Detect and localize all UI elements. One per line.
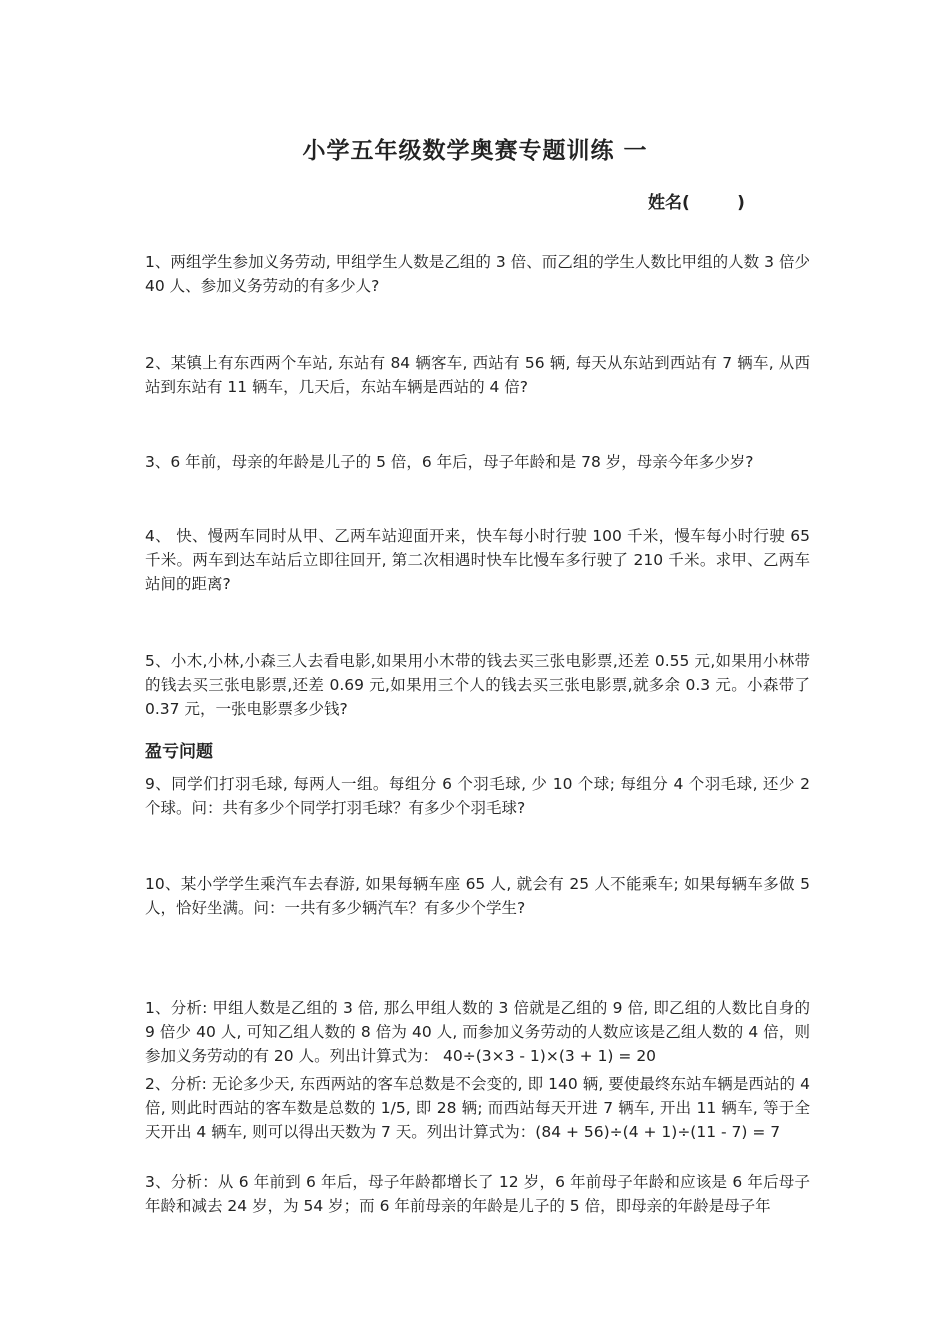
answer-1: 1、分析: 甲组人数是乙组的 3 倍, 那么甲组人数的 3 倍就是乙组的 9 倍, 即乙组的人数比自身的 9 倍少 40 人, 可知乙组人数的 8 倍为 40 人, 而参加义务劳动的人数应该是乙组人数的 4 倍，则参加义务劳动的有 20 人。列出计算式为： 40÷(3×3 - 1)×(3 + 1) = 20 [145, 999, 810, 1065]
answer-2: 2、分析: 无论多少天, 东西两站的客车总数是不会变的, 即 140 辆, 要使最终东站车辆是西站的 4 倍, 则此时西站的客车数是总数的 1/5, 即 28 辆; 而西站每天开进 7 辆车, 开出 11 辆车, 等于全天开出 4 辆车, 则可以得出天数为 7 天。列出计算式为：(84 + 56)÷(4 + 1)÷(11 - 7) = 7 [145, 1075, 810, 1141]
question-3: 3、6 年前，母亲的年龄是儿子的 5 倍，6 年后，母子年龄和是 78 岁，母亲今年多少岁? [145, 453, 754, 471]
question-9: 9、同学们打羽毛球, 每两人一组。每组分 6 个羽毛球, 少 10 个球; 每组分 4 个羽毛球, 还少 2 个球。问：共有多少个同学打羽毛球？有多少个羽毛球? [145, 775, 810, 817]
name-field-label: 姓名( ) [648, 193, 745, 213]
question-5: 5、小木,小林,小森三人去看电影,如果用小木带的钱去买三张电影票,还差 0.55 元,如果用小林带的钱去买三张电影票,还差 0.69 元,如果用三个人的钱去买三张电影票,就多余 0.3 元。小森带了 0.37 元，一张电影票多少钱? [145, 652, 810, 718]
answer-3: 3、分析：从 6 年前到 6 年后，母子年龄都增长了 12 岁，6 年前母子年龄和应该是 6 年后母子年龄和减去 24 岁，为 54 岁；而 6 年前母亲的年龄是儿子的 5 倍，即母亲的年龄是母子年 [145, 1173, 810, 1215]
question-1: 1、两组学生参加义务劳动, 甲组学生人数是乙组的 3 倍、而乙组的学生人数比甲组的人数 3 倍少 40 人、参加义务劳动的有多少人? [145, 253, 810, 295]
section-heading: 盈亏问题 [145, 742, 213, 762]
document-title: 小学五年级数学奥赛专题训练 一 [302, 138, 648, 164]
question-4: 4、 快、慢两车同时从甲、乙两车站迎面开来，快车每小时行驶 100 千米，慢车每小时行驶 65 千米。两车到达车站后立即往回开, 第二次相遇时快车比慢车多行驶了 210 千米。求甲、乙两车站间的距离? [145, 527, 810, 593]
question-10: 10、某小学学生乘汽车去春游, 如果每辆车座 65 人, 就会有 25 人不能乘车; 如果每辆车多做 5 人，恰好坐满。问：一共有多少辆汽车？有多少个学生? [145, 875, 810, 917]
question-2: 2、某镇上有东西两个车站, 东站有 84 辆客车, 西站有 56 辆, 每天从东站到西站有 7 辆车, 从西站到东站有 11 辆车，几天后，东站车辆是西站的 4 倍? [145, 354, 810, 396]
